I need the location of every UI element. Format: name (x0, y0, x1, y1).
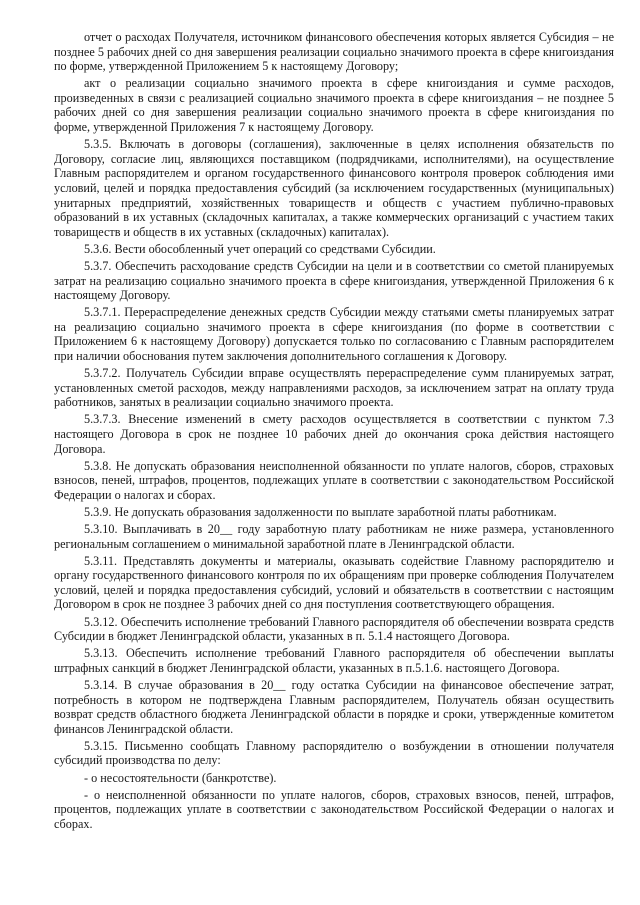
paragraph-5-3-9: 5.3.9. Не допускать образования задолженности по выплате заработной платы работникам. (84, 504, 557, 519)
paragraph-5-3-7-2: 5.3.7.2. Получатель Субсидии вправе осуществлять перераспределение сумм планируемых затрат, установленных сметой расходов, между направлениями расходов, за исключением затрат на оплату труда работников, занятых в реализации социально значимого проекта. (54, 366, 614, 410)
paragraph-5-3-15: 5.3.15. Письменно сообщать Главному распорядителю о возбуждении в отношении получателя субсидий производства по делу: (54, 738, 614, 768)
paragraph-5-3-11: 5.3.11. Представлять документы и материалы, оказывать содействие Главному распорядителю и органу государственного финансового контроля по их обращениям при проверке соблюдения Получателем условий, целей и порядка предоставления субсидий, условий и обязательств в соответствии с настоящим Договором в срок не позднее 3 рабочих дней со дня поступления соответствующего обращения. (54, 553, 614, 612)
paragraph-5-3-7-3: 5.3.7.3. Внесение изменений в смету расходов осуществляется в соответствии с пунктом 7.3 настоящего Договора в срок не позднее 10 рабочих дней до окончания срока действия настоящего Договора. (54, 412, 614, 456)
paragraph-5-3-10: 5.3.10. Выплачивать в 20__ году заработную плату работникам не ниже размера, установленного региональным соглашением о минимальной заработной плате в Ленинградской области. (54, 522, 614, 551)
paragraph-5-3-13: 5.3.13. Обеспечить исполнение требований Главного распорядителя об обеспечении выплаты штрафных санкций в бюджет Ленинградской области, указанных в п.5.1.6. настоящего Договора. (54, 646, 614, 675)
paragraph-report-expenses: отчет о расходах Получателя, источником финансового обеспечения которых является Субсидия – не позднее 5 рабочих дней со дня завершения реализации социально значимого проекта в сфере книгоиздания по форме, утвержденной Приложением 5 к настоящему Договору; (54, 30, 614, 74)
list-item-insolvency: - о несостоятельности (банкротстве). (84, 770, 277, 785)
paragraph-5-3-14: 5.3.14. В случае образования в 20__ году остатка Субсидии на финансовое обеспечение затрат, потребность в котором не подтверждена Главным распорядителем, Получатель обязан осуществить возврат средств областного бюджета Ленинградской области в порядке и сроки, утвержденные комитетом финансов Ленинградской области. (54, 677, 614, 736)
list-item-unpaid-taxes: - о неисполненной обязанности по уплате налогов, сборов, страховых взносов, пеней, штрафов, процентов, подлежащих уплате в соответствии с законодательством Российской Федерации о налогах и сборах. (54, 787, 614, 831)
paragraph-5-3-7: 5.3.7. Обеспечить расходование средств Субсидии на цели и в соответствии со сметой планируемых затрат на реализацию социально значимого проекта в сфере книгоиздания, утвержденной Приложения 6 к настоящему Договору. (54, 258, 614, 303)
paragraph-5-3-8: 5.3.8. Не допускать образования неисполненной обязанности по уплате налогов, сборов, страховых взносов, пеней, штрафов, процентов, подлежащих уплате в соответствии с законодательством Российской Федерации о налогах и сборах. (54, 458, 614, 502)
paragraph-5-3-5: 5.3.5. Включать в договоры (соглашения), заключенные в целях исполнения обязательств по Договору, согласие лиц, являющихся поставщиком (подрядчиками, исполнителями), на осуществление Главным распорядителем и органом государственного финансового контроля проверок соблюдения ими условий, целей и порядка предоставления субсидий (за исключением государственных (муниципальных) унитарных предприятий, хозяйственных товариществ и обществ с участием публично-правовых образований в их уставных (складочных капиталах, а также коммерческих организаций с участием таких товариществ и обществ в их уставных (складочных) капиталах). (54, 137, 614, 239)
paragraph-5-3-12: 5.3.12. Обеспечить исполнение требований Главного распорядителя об обеспечении возврата средств Субсидии в бюджет Ленинградской области, указанных в п. 5.1.4 настоящего Договора. (54, 614, 614, 644)
paragraph-5-3-7-1: 5.3.7.1. Перераспределение денежных средств Субсидии между статьями сметы планируемых затрат на реализацию социально значимого проекта в сфере книгоиздания (по форме в соответствии с Приложением 6 к настоящему Договору) допускается только по согласованию с Главным распорядителем при наличии обоснования путем заключения дополнительного соглашения к Договору. (54, 305, 614, 363)
paragraph-5-3-6: 5.3.6. Вести обособленный учет операций со средствами Субсидии. (84, 241, 436, 256)
paragraph-act-implementation: акт о реализации социально значимого проекта в сфере книгоиздания и сумме расходов, произведенных в связи с реализацией социально значимого проекта в сфере книгоиздания – не позднее 5 рабочих дней со дня завершения реализации социально значимого проекта в сфере книгоиздания по форме, утвержденной Приложения 7 к настоящему Договору. (54, 76, 614, 135)
